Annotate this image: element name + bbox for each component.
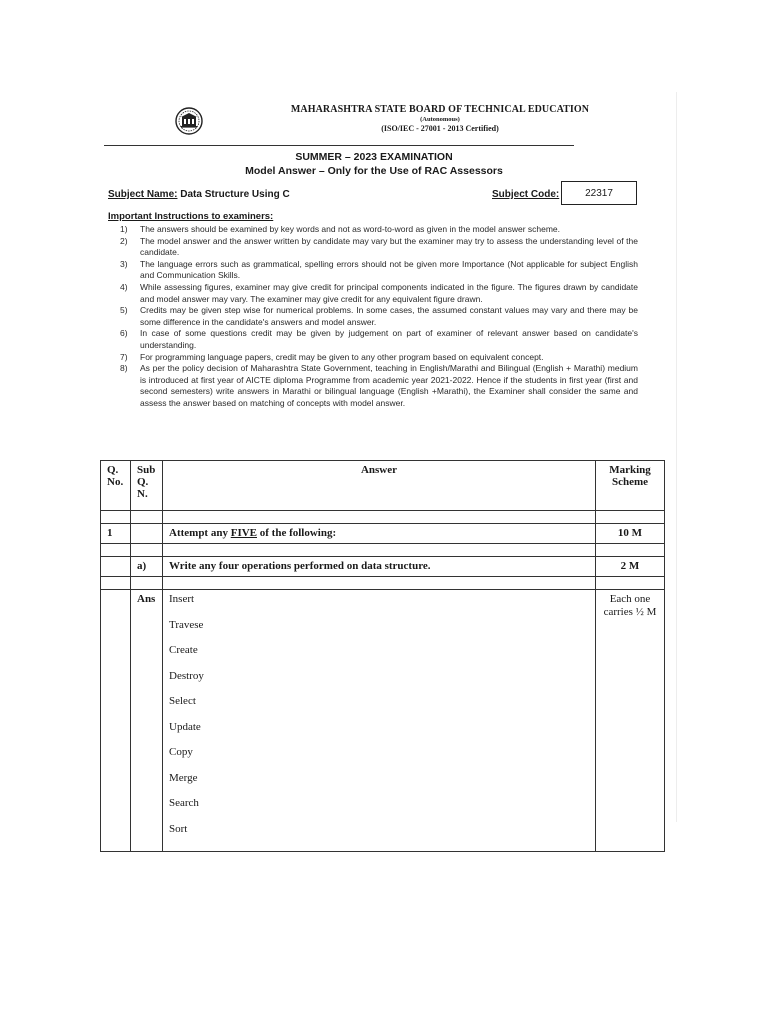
q1a-marks: 2 M [596, 557, 665, 577]
answer-table [100, 460, 665, 852]
q1-marks: 10 M [596, 524, 665, 544]
spacer-row [101, 577, 665, 590]
instruction-item: 8) As per the policy decision of Maharashtra State Government, teaching in English/Marathi and Bilingual (English + Marathi) medium is introduced at first year of AICTE diploma Programme from academic year 2021-2022. Hence if the students in first year (first and second semesters) write answers in Marathi or bilingual language (English +Marathi), the Examiner shall consider the same and assess the answer based on matching of concepts with model answer. [120, 363, 638, 408]
subject-name [108, 189, 290, 200]
header-marking: Marking Scheme [596, 461, 665, 511]
q1a-subq: a) [131, 557, 163, 577]
answer-row [101, 590, 665, 852]
list-item: Sort [169, 822, 188, 835]
instruction-item: 5) Credits may be given step wise for numerical problems. In some cases, the assumed constant values may vary and there may be some difference in the candidate's answers and model answer. [120, 305, 638, 327]
autonomous-label: (Autonomous) [420, 116, 460, 123]
header-answer: Answer [163, 461, 596, 511]
table-row [101, 524, 665, 544]
exam-title: SUMMER – 2023 EXAMINATION [295, 151, 453, 163]
instruction-item: 3) The language errors such as grammatical, spelling errors should not be given more Importance (Not applicable for subject English and Communication Skills. [120, 258, 638, 281]
header-qno: Q. No. [101, 461, 131, 511]
q1-text: Attempt any FIVE of the following: [163, 524, 596, 544]
document-header [170, 100, 590, 142]
list-item: Select [169, 695, 196, 707]
q1a-qno-empty [101, 557, 131, 577]
subject-name-label: Subject Name: [108, 189, 178, 200]
board-emblem-icon [174, 106, 204, 136]
list-item: Destroy [169, 669, 204, 682]
instructions-list [118, 224, 638, 410]
ans-label: Ans [131, 590, 163, 852]
header-subq: Sub Q. N. [131, 461, 163, 511]
instruction-item: 1) The answers should be examined by key words and not as word-to-word as given in the model answer scheme. [120, 224, 561, 234]
table-header-row [101, 461, 665, 511]
q1-subq-empty [131, 524, 163, 544]
instruction-item: 4) While assessing figures, examiner may give credit for principal components indicated in the figure. The figures drawn by candidate and model answer may vary. The examiner may give credit for any equivalent figure drawn. [120, 281, 638, 304]
q1-emphasis: FIVE [230, 527, 257, 539]
list-item: Merge [169, 771, 198, 784]
q1-number: 1 [101, 524, 131, 544]
instruction-item: 7) For programming language papers, credit may be given to any other program based on equivalent concept. [120, 351, 544, 362]
subject-code-label: Subject Code: [492, 189, 560, 200]
subject-code-value: 22317 [561, 181, 637, 205]
instruction-item: 2) The model answer and the answer written by candidate may vary but the examiner may try to assess the understanding level of the candidate. [120, 235, 638, 258]
operations-list [169, 593, 589, 848]
list-item: Copy [169, 746, 193, 758]
spacer-row [101, 511, 665, 524]
exam-subtitle: Model Answer – Only for the Use of RAC Assessors [245, 165, 503, 177]
subject-name-value: Data Structure Using C [180, 189, 290, 200]
ans-content [163, 590, 596, 852]
board-name: MAHARASHTRA STATE BOARD OF TECHNICAL EDUCATION [290, 104, 590, 115]
page-edge [676, 92, 677, 822]
list-item: Travese [169, 618, 204, 631]
certification-label: (ISO/IEC - 27001 - 2013 Certified) [381, 124, 499, 133]
ans-qno-empty [101, 590, 131, 852]
instructions-title: Important Instructions to examiners: [108, 211, 274, 222]
spacer-row [101, 544, 665, 557]
list-item: Create [169, 644, 198, 656]
exam-title-block [104, 150, 644, 178]
ans-marking: Each one carries ½ M [596, 590, 665, 852]
header-rule [104, 145, 574, 146]
list-item: Search [169, 797, 199, 809]
table-row [101, 557, 665, 577]
q1a-text: Write any four operations performed on data structure. [163, 557, 596, 577]
instruction-item: 6) In case of some questions credit may be given by judgement on part of examiner of relevant answer based on candidate's understanding. [120, 328, 638, 350]
board-heading [170, 100, 710, 133]
list-item: Update [169, 720, 201, 733]
list-item: Insert [169, 593, 195, 605]
